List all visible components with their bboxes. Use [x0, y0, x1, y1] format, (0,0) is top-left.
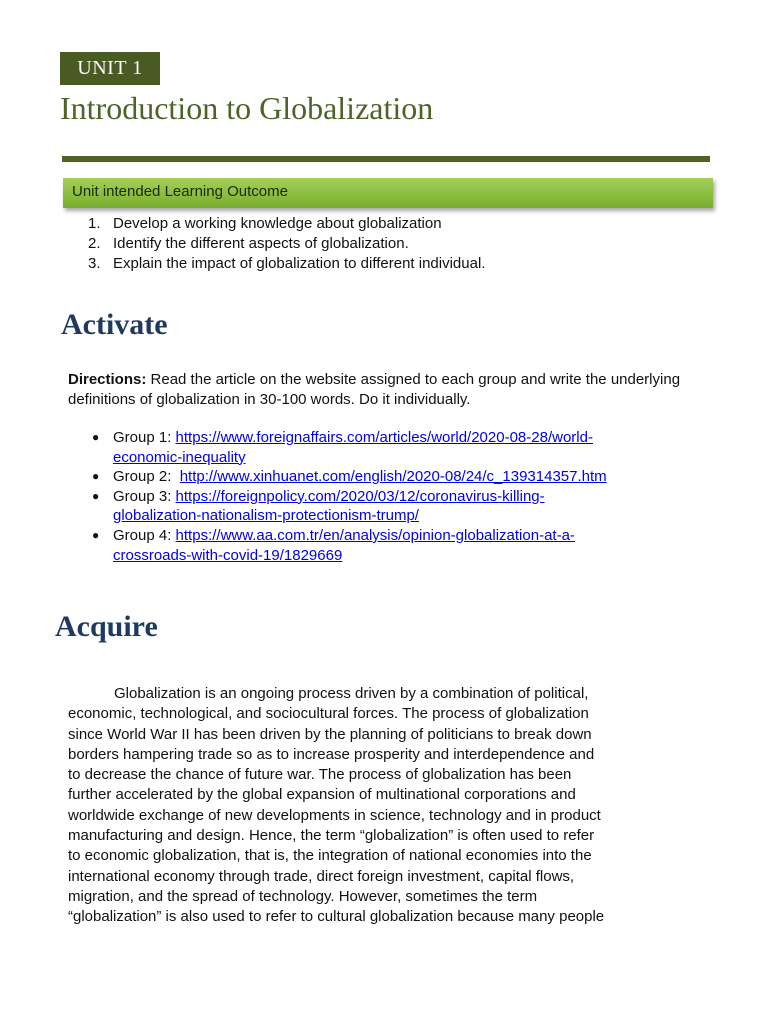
group-list [92, 428, 712, 565]
learning-outcome-list [88, 214, 485, 274]
paragraph-line: “globalization” is also used to refer to cultural globalization because many people [68, 908, 605, 926]
outcome-text: Identify the different aspects of globalization. [113, 235, 409, 252]
group-label: Group 1: [113, 429, 176, 446]
group-label: Group 4: [113, 526, 176, 544]
paragraph-line: Globalization is an ongoing process driven by a combination of political, [114, 685, 589, 702]
outcome-number: 1. [88, 215, 101, 232]
paragraph-line: to economic globalization, that is, the integration of national economies into the [68, 847, 592, 865]
paragraph-line: further accelerated by the global expansion of multinational corporations and [68, 786, 576, 804]
group-2-link[interactable] [180, 468, 607, 485]
paragraph-line: to decrease the chance of future war. The process of globalization has been [68, 766, 572, 784]
link-line: http://www.xinhuanet.com/english/2020-08/24/c_139314357.htm [179, 468, 607, 486]
outcome-item [88, 234, 485, 254]
paragraph-line: international economy through trade, direct foreign investment, capital flows, [68, 867, 575, 885]
outcome-item [88, 214, 485, 234]
link-line: https://foreignpolicy.com/2020/03/12/coronavirus-killing- [175, 487, 545, 505]
link-line: https://www.aa.com.tr/en/analysis/opinion-globalization-at-a- [175, 526, 575, 544]
group-item-1 [92, 428, 712, 467]
link-line: crossroads-with-covid-19/1829669 [113, 546, 343, 564]
paragraph-line: worldwide exchange of new developments in science, technology and in product [68, 806, 601, 824]
paragraph-line: migration, and the spread of technology. However, sometimes the term [68, 887, 538, 905]
outcome-text: Develop a working knowledge about globalization [113, 215, 442, 232]
bullet-icon: ● [92, 430, 100, 444]
link-line: globalization-nationalism-protectionism-trump/ [113, 507, 419, 525]
unit-title: Introduction to Globalization [60, 90, 434, 126]
paragraph-line: manufacturing and design. Hence, the term “globalization” is often used to refer [68, 827, 595, 845]
directions-paragraph [68, 370, 718, 409]
group-item-4 [92, 526, 712, 565]
paragraph-line: borders hampering trade so as to increase prosperity and interdependence and [68, 745, 595, 763]
outcome-item [88, 254, 485, 274]
group-1-link[interactable] [113, 429, 712, 467]
group-label: Group 2: [113, 468, 180, 486]
paragraph-line: economic, technological, and sociocultural forces. The process of globalization [68, 705, 589, 723]
group-4-link[interactable] [113, 527, 712, 565]
outcome-text: Explain the impact of globalization to different individual. [113, 255, 486, 272]
group-label: Group 3: [113, 487, 176, 505]
acquire-paragraph [68, 684, 714, 928]
group-3-link[interactable] [113, 488, 712, 526]
unit-badge: UNIT 1 [60, 52, 160, 85]
learning-outcome-header: Unit intended Learning Outcome [63, 178, 713, 208]
title-divider [62, 156, 710, 162]
group-item-3 [92, 487, 712, 526]
bullet-icon: ● [92, 488, 100, 503]
link-line: https://www.foreignaffairs.com/articles/world/2020-08-28/world- [175, 429, 593, 446]
outcome-number: 3. [88, 255, 101, 272]
activate-heading: Activate [61, 308, 168, 341]
directions-text: Read the article on the website assigned to each group and write the underlying definitions of globalization in 30-100 words. Do it individually. [68, 371, 681, 408]
bullet-icon: ● [92, 469, 100, 484]
acquire-heading: Acquire [55, 610, 158, 643]
group-item-2 [92, 467, 712, 487]
link-line: economic-inequality [113, 448, 246, 466]
bullet-icon: ● [92, 527, 100, 542]
paragraph-line: since World War II has been driven by the planning of politicians to break down [68, 725, 592, 743]
outcome-number: 2. [88, 235, 101, 252]
directions-label: Directions: [68, 371, 147, 388]
